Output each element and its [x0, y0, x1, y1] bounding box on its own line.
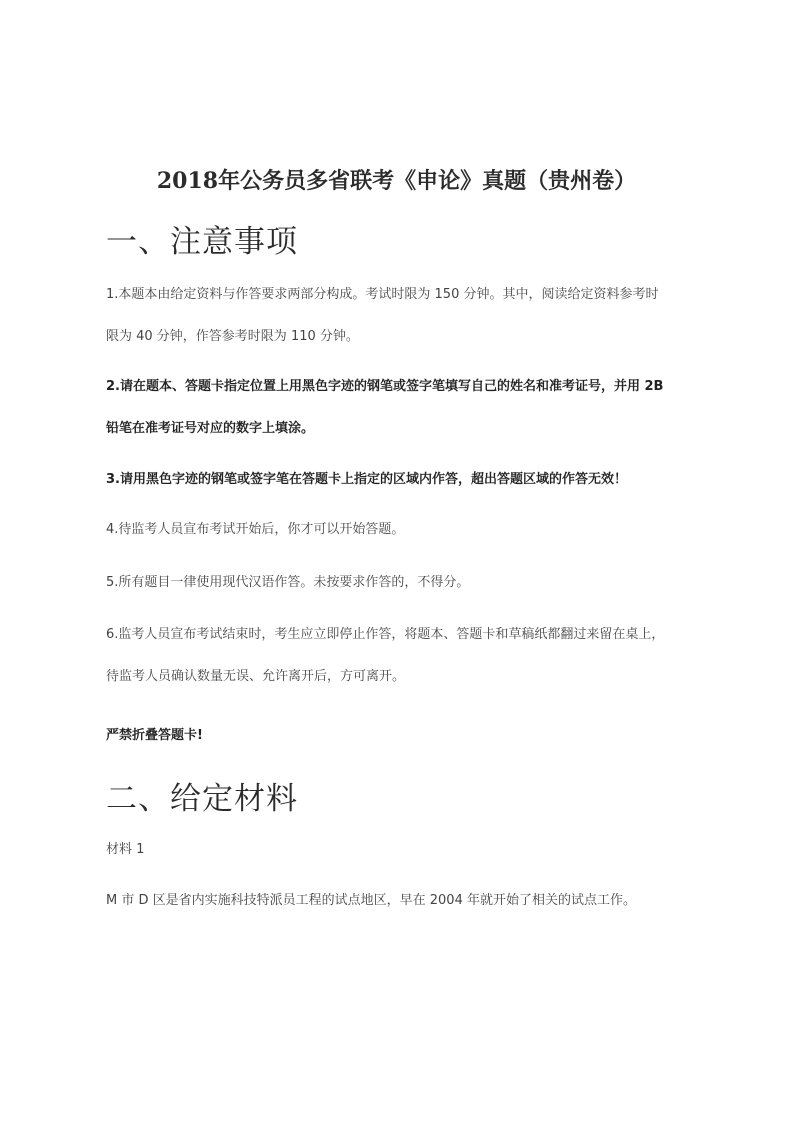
notice-item-2-line-2: 铅笔在准考证号对应的数字上填涂。	[106, 421, 315, 436]
notice-item-2-line-1: 2.请在题本、答题卡指定位置上用黑色字迹的钢笔或签字笔填写自己的姓名和准考证号，并用 2B	[106, 379, 664, 394]
notice-item-6-line-1: 6.监考人员宣布考试结束时，考生应立即停止作答，将题本、答题卡和草稿纸都翻过来留在桌上，	[106, 627, 665, 642]
notice-item-4	[106, 509, 706, 551]
notice-item-1-line-2: 限为 40 分钟，作答参考时限为 110 分钟。	[106, 329, 359, 344]
notice-item-1	[106, 274, 706, 358]
notice-item-5-line-1: 5.所有题目一律使用现代汉语作答。未按要求作答的，不得分。	[106, 575, 470, 590]
notice-item-5	[106, 562, 706, 604]
material-label: 材料 1	[106, 842, 145, 857]
section-heading-materials: 二、给定材料	[106, 781, 298, 817]
notice-item-3-line-1: 3.请用黑色字迹的钢笔或签字笔在答题卡上指定的区域内作答，超出答题区域的作答无效！	[106, 472, 627, 487]
notice-item-3	[106, 459, 706, 501]
section-heading-notices: 一、注意事项	[106, 224, 298, 260]
notice-item-6	[106, 614, 706, 698]
material-paragraph: M 市 D 区是省内实施科技特派员工程的试点地区，早在 2004 年就开始了相关的试点工作。	[106, 893, 636, 908]
notice-item-1-line-1: 1.本题本由给定资料与作答要求两部分构成。考试时限为 150 分钟。其中，阅读给定资料参考时	[106, 287, 659, 302]
notice-item-4-line-1: 4.待监考人员宣布考试开始后，你才可以开始答题。	[106, 522, 405, 537]
notice-item-2	[106, 366, 706, 450]
document-title: 2018年公务员多省联考《申论》真题（贵州卷）	[156, 168, 637, 194]
notice-item-6-line-2: 待监考人员确认数量无误、允许离开后，方可离开。	[106, 669, 406, 684]
warning-text: 严禁折叠答题卡!	[106, 728, 203, 743]
